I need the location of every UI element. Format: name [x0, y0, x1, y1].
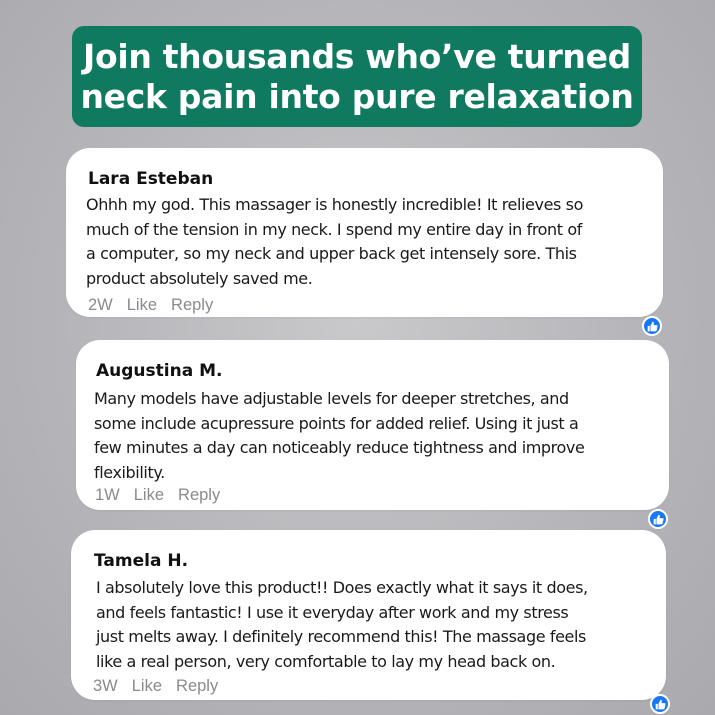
comment-timestamp: 2W — [88, 296, 113, 314]
comment-meta — [93, 677, 218, 696]
comment-line: flexibility. — [94, 462, 165, 482]
like-link[interactable]: Like — [131, 677, 163, 695]
comment-line: Ohhh my god. This massager is honestly incredible! It relieves so — [86, 195, 583, 214]
thumbs-up-icon[interactable] — [650, 694, 670, 714]
comment-line: Many models have adjustable levels for deeper stretches, and — [94, 389, 569, 408]
comment-line: some include acupressure points for added relief. Using it just a — [94, 413, 579, 433]
commenter-name: Tamela H. — [94, 551, 189, 571]
comment-card — [66, 148, 663, 317]
headline-text: Join thousands who’ve turned neck pain into pure relaxation — [80, 36, 634, 116]
comment-text — [96, 576, 588, 674]
like-link[interactable]: Like — [133, 486, 165, 504]
thumbs-up-icon[interactable] — [642, 316, 662, 336]
comment-line: like a real person, very comfortable to lay my head back on. — [96, 651, 556, 671]
comment-line: a computer, so my neck and upper back get intensely sore. This — [86, 244, 577, 263]
comment-line: few minutes a day can noticeably reduce tightness and improve — [94, 438, 585, 457]
reply-link[interactable]: Reply — [176, 677, 219, 695]
commenter-name: Lara Esteban — [88, 169, 214, 189]
comment-line: just melts away. I definitely recommend this! The massage feels — [96, 627, 586, 646]
comment-timestamp: 1W — [95, 486, 120, 504]
comment-card — [76, 340, 669, 510]
like-link[interactable]: Like — [126, 296, 158, 314]
comment-line: product absolutely saved me. — [86, 268, 313, 288]
comment-meta — [95, 486, 220, 505]
comment-meta — [88, 296, 213, 315]
headline-banner — [72, 26, 642, 127]
comment-line: I absolutely love this product!! Does exactly what it says it does, — [96, 578, 588, 597]
reply-link[interactable]: Reply — [171, 296, 214, 314]
comment-timestamp: 3W — [93, 677, 118, 695]
thumbs-up-icon[interactable] — [648, 509, 668, 529]
comment-line: much of the tension in my neck. I spend my entire day in front of — [86, 219, 582, 239]
comment-line: and feels fantastic! I use it everyday after work and my stress — [96, 602, 569, 622]
commenter-name: Augustina M. — [96, 361, 223, 381]
reply-link[interactable]: Reply — [178, 486, 221, 504]
comment-text — [94, 387, 584, 485]
comment-card — [71, 530, 666, 700]
comment-text — [86, 193, 583, 291]
